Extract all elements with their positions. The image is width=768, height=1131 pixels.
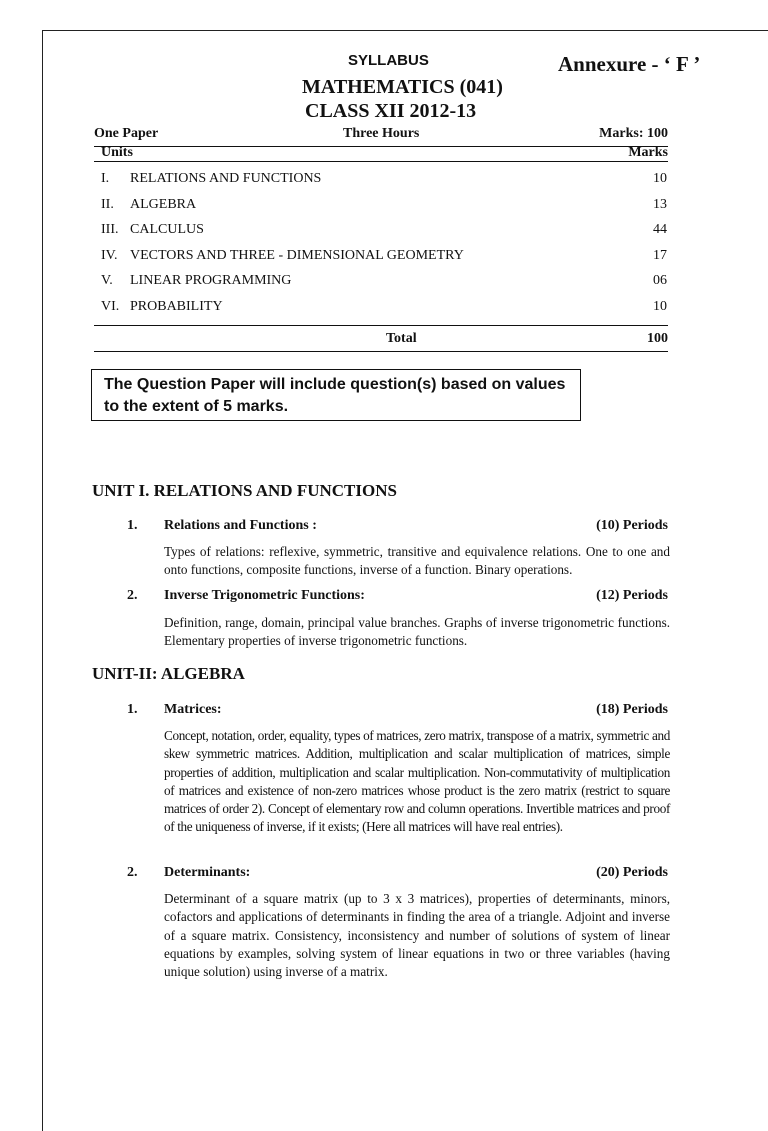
- table-bottom-rule: [94, 351, 668, 352]
- paper-duration: Three Hours: [343, 126, 420, 141]
- topic-description: Definition, range, domain, principal value branches. Graphs of inverse trigonometric functions. Elementary properties of inverse trigonometric functions.: [164, 615, 670, 649]
- topic-description: Determinant of a square matrix (up to 3 x 3 matrices), properties of determinants, minors, cofactors and applications of determinants in finding the area of a triangle. Adjoint and inverse of a square matrix. Consistency, inconsistency and number of solutions of system of linear equations by examples, solving system of linear equations in two or three variables (having unique solution) using inverse of a matrix.: [164, 891, 670, 980]
- table-row: [101, 197, 667, 217]
- topic-number: 2.: [127, 588, 138, 603]
- topic-title: Determinants:: [164, 865, 251, 880]
- topic-periods: (12) Periods: [596, 588, 668, 603]
- topic-title: Matrices:: [164, 702, 222, 717]
- unit-marks: 10: [653, 171, 667, 186]
- topic-number: 1.: [127, 702, 138, 717]
- topic-number: 2.: [127, 865, 138, 880]
- table-row: [101, 299, 667, 319]
- syllabus-label: SYLLABUS: [348, 52, 429, 69]
- unit-name: CALCULUS: [130, 222, 204, 237]
- topic-title: Relations and Functions :: [164, 518, 317, 533]
- units-column-header: Units: [101, 145, 133, 160]
- class-title: CLASS XII 2012-13: [305, 100, 477, 122]
- total-value: 100: [647, 331, 668, 346]
- unit-marks: 13: [653, 196, 667, 212]
- unit-1-heading: UNIT I. RELATIONS AND FUNCTIONS: [92, 481, 397, 500]
- unit-2-heading: UNIT-II: ALGEBRA: [92, 664, 245, 683]
- unit-number: I.: [101, 171, 110, 186]
- unit-marks: 06: [653, 273, 667, 288]
- unit-name: VECTORS AND THREE - DIMENSIONAL GEOMETRY: [130, 247, 464, 263]
- topic-title: Inverse Trigonometric Functions:: [164, 588, 365, 603]
- unit-name: PROBABILITY: [130, 298, 223, 314]
- unit-number: IV.: [101, 247, 118, 263]
- unit-number: II.: [101, 196, 114, 212]
- topic-number: 1.: [127, 518, 138, 533]
- total-label: Total: [386, 331, 417, 346]
- paper-marks: Marks: 100: [599, 126, 668, 141]
- table-row: [101, 171, 667, 191]
- value-questions-note: The Question Paper will include question(s) based on values to the extent of 5 marks.: [91, 369, 581, 421]
- unit-number: V.: [101, 273, 113, 288]
- subject-title: MATHEMATICS (041): [302, 76, 503, 98]
- topic-periods: (18) Periods: [596, 702, 668, 717]
- paper-count: One Paper: [94, 126, 159, 141]
- table-row: [101, 248, 667, 268]
- table-row: [101, 273, 667, 293]
- table-total-rule: [94, 325, 668, 326]
- topic-periods: (10) Periods: [596, 518, 668, 533]
- topic-description: Concept, notation, order, equality, types of matrices, zero matrix, transpose of a matrix, symmetric and skew symmetric matrices. Addition, multiplication and scalar multiplication of matrices, simple properties of addition, multiplication and scalar multiplication. Non-commutativity of multiplication of matrices and existence of non-zero matrices whose product is the zero matrix (restrict to square matrices of order 2). Concept of elementary row and column operations. Invertible matrices and proof of the uniqueness of inverse, if it exists; (Here all matrices will have real entries).: [164, 728, 670, 835]
- unit-marks: 44: [653, 222, 667, 237]
- unit-name: LINEAR PROGRAMMING: [130, 273, 292, 288]
- marks-column-header: Marks: [628, 145, 668, 160]
- annexure-label: Annexure - ‘ F ’: [558, 52, 701, 76]
- topic-description: Types of relations: reflexive, symmetric, transitive and equivalence relations. One to one and onto functions, composite functions, inverse of a function. Binary operations.: [164, 544, 670, 578]
- table-top-rule: [94, 146, 668, 147]
- unit-name: RELATIONS AND FUNCTIONS: [130, 171, 322, 186]
- table-header-rule: [94, 161, 668, 162]
- topic-periods: (20) Periods: [596, 865, 668, 880]
- unit-number: III.: [101, 222, 119, 237]
- unit-name: ALGEBRA: [130, 196, 197, 212]
- unit-marks: 17: [653, 247, 667, 263]
- unit-number: VI.: [101, 298, 120, 314]
- unit-marks: 10: [653, 298, 667, 314]
- table-row: [101, 222, 667, 242]
